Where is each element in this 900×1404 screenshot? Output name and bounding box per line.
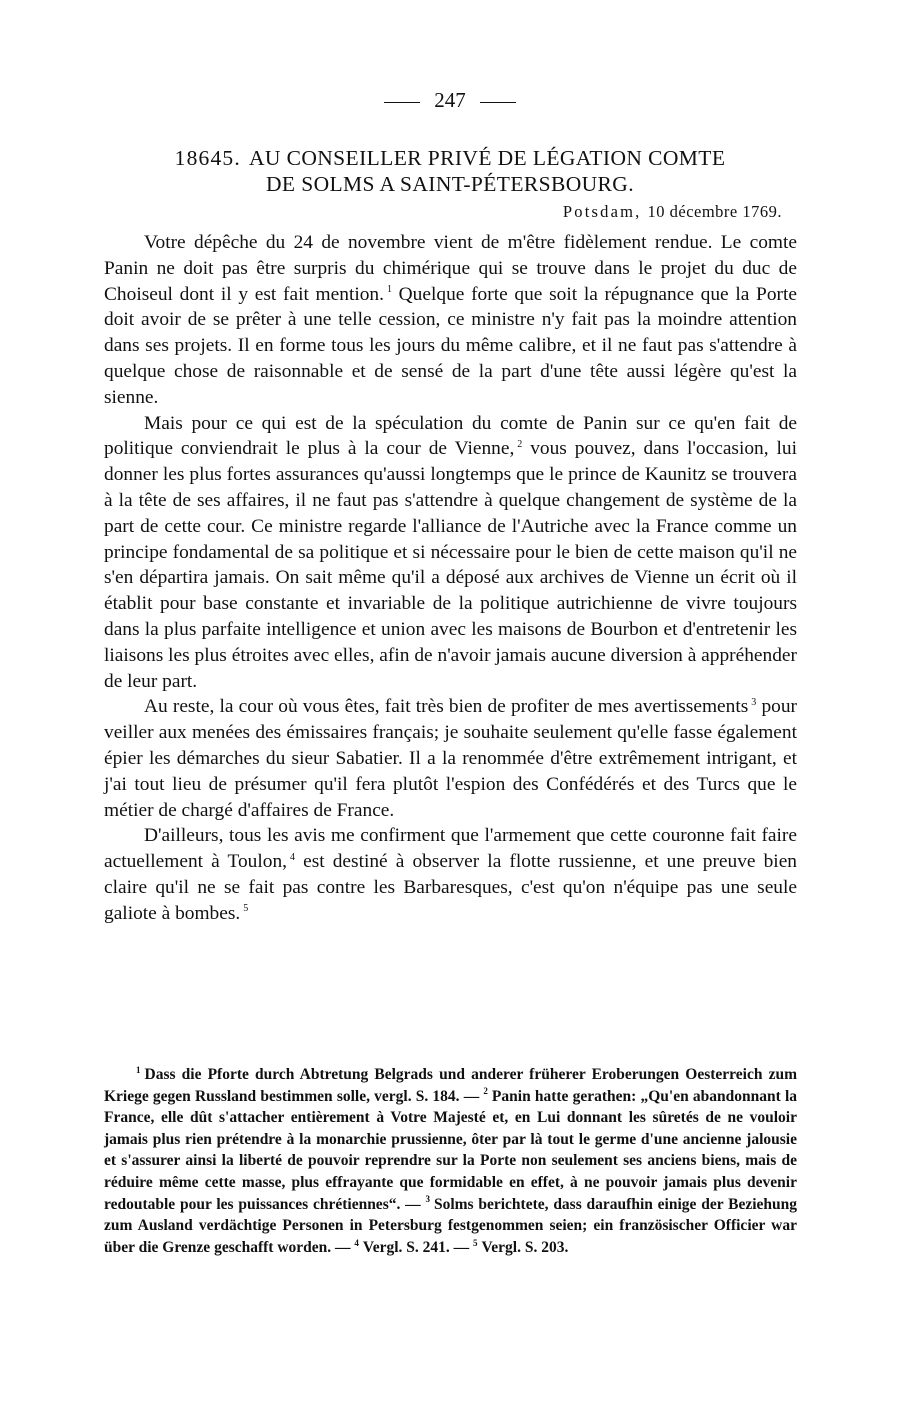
footnotes — [104, 1064, 797, 1258]
header-dash-right — [480, 102, 516, 103]
letter-body — [104, 230, 797, 927]
paragraph: D'ailleurs, tous les avis me confirment que l'armement que cette couronne fait faire actuellement à Toulon, $^4$ est destiné à observer la flotte russienne, et une preuve bien claire qu'il ne se fait pas contre les Barbaresques, c'est qu'on n'équipe pas une seule galiote à bombes. $^5$ — [104, 825, 797, 924]
footnote-text: Vergl. S. 203. — [481, 1238, 569, 1256]
footnote-number: 2 — [483, 1086, 488, 1097]
letter-title-line-2: DE SOLMS A SAINT-PÉTERSBOURG. — [265, 172, 634, 196]
footnote-block — [104, 1064, 797, 1258]
footnote-ref: 1 — [386, 284, 392, 296]
page-number: 247 — [434, 88, 466, 112]
footnote-text: Panin hatte gerathen: „Qu'en abandonnant la France, elle dût s'attacher entièrement à Votre Majesté et, en Lui donnant les sûretés de ne vouloir jamais plus rien prétendre à la monarchie prussienne, ôter par là tout le germe d'une ancienne jalousie et s'assurer ainsi la liberté de pouvoir reprendre sur la Porte non seulement ses anciens biens, mais de réduire même cette masse, plus effrayante que formidable en effet, à ne pouvoir jamais plus devenir redoutable pour les puissances chrétiennes“. — — [104, 1087, 798, 1213]
dateline — [563, 202, 782, 222]
paragraph: Mais pour ce qui est de la spéculation du comte de Panin sur ce qu'en fait de politique conviendrait le plus à la cour de Vienne, $^2$ vous pouvez, dans l'occasion, lui donner les plus fortes assurances qu'aussi longtemps que le prince de Kaunitz se trouvera à la tête de ses affaires, il ne faut pas s'attendre à quelque changement de système de la part de cette cour. Ce ministre regarde l'alliance de l'Autriche avec la France comme un principe fondamental de sa politique et si nécessaire pour le bien de cette maison qu'il ne s'en départira jamais. On sait même qu'il a déposé aux archives de Vienne un écrit où il établit pour base constante et invariable de la politique autrichienne de vivre toujours dans la plus parfaite intelligence et union avec les maisons de Bourbon et d'entretenir les liaisons les plus étroites avec elles, afin de n'avoir jamais aucune diversion à appréhender de leur part. — [104, 412, 797, 692]
footnote-number: 3 — [425, 1194, 430, 1205]
footnote-text: Vergl. S. 241. — — [362, 1238, 474, 1256]
dateline-date: 10 décembre 1769. — [647, 202, 782, 221]
footnote-ref: 4 — [290, 851, 296, 863]
footnote-number: 4 — [354, 1237, 359, 1248]
footnote-number: 1 — [136, 1064, 141, 1075]
header-dash-left — [384, 102, 420, 103]
footnote-ref: 2 — [517, 438, 523, 450]
paragraph: Au reste, la cour où vous êtes, fait très bien de profiter de mes avertissements $^3$ pour veiller aux menées des émissaires français; je souhaite seulement qu'elle fasse également épier les démarches du sieur Sabatier. Il a la renommée d'être extrêmement intrigant, et j'ai tout lieu de présumer qu'il fera plutôt l'espion des Confédérés et des Turcs que le métier de chargé d'affaires de France. — [104, 696, 797, 821]
footnote-text: Dass die Pforte durch Abtretung Belgrads und anderer früherer Eroberungen Oesterreich zum Kriege gegen Russland bestimmen solle, vergl. S. 184. — — [104, 1066, 797, 1105]
footnote-ref: 5 — [243, 903, 249, 915]
footnote-text: Solms berichtete, dass daraufhin einige der Beziehung zum Ausland verdächtige Personen in Petersburg festgenommen seien; ein französischer Officier war über die Grenze geschafft worden. — — [104, 1195, 798, 1256]
letter-heading — [100, 145, 800, 197]
letter-number: 18645. — [174, 146, 241, 170]
letter-title-line-1: AU CONSEILLER PRIVÉ DE LÉGATION COMTE — [248, 146, 726, 170]
footnote-ref: 3 — [751, 696, 757, 708]
dateline-place: Potsdam, — [562, 202, 642, 221]
paragraph: Votre dépêche du 24 de novembre vient de m'être fidèlement rendue. Le comte Panin ne doit pas être surpris du chimérique qui se trouve dans le projet du duc de Choiseul dont il y est fait mention. $^1$ Quelque forte que soit la répugnance que la Porte doit avoir de se prêter à une telle cession, ce ministre n'y fait pas la moindre attention dans ses projets. Il en forme tous les jours du même calibre, et il ne faut pas s'attendre à quelque chose de raisonnable et de sensé de la part d'une tête aussi légère qu'est la sienne. — [104, 232, 797, 408]
page-number-header — [0, 88, 900, 113]
footnote-number: 5 — [473, 1237, 478, 1248]
